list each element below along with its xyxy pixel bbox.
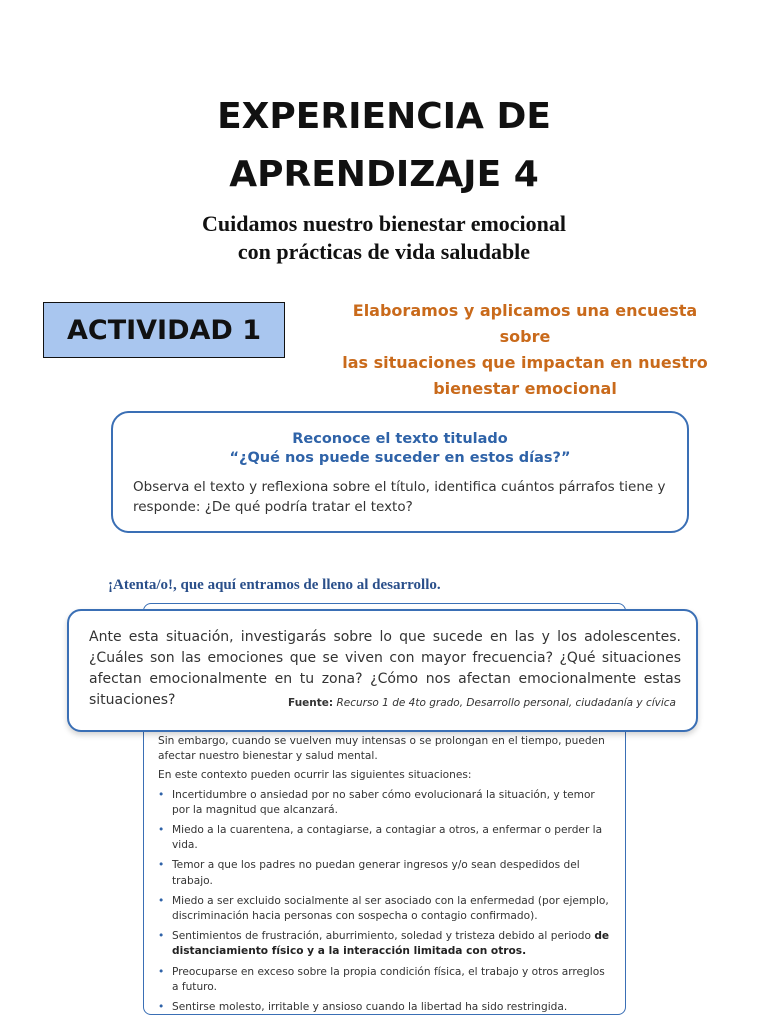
activity-description-line-1: Elaboramos y aplicamos una encuesta sobre bbox=[352, 301, 698, 346]
list-item bbox=[158, 894, 613, 924]
reconoce-body: Observa el texto y reflexiona sobre el título, identifica cuántos párrafos tiene y responde: ¿De qué podría tratar el texto? bbox=[133, 479, 666, 515]
page-title bbox=[0, 88, 768, 204]
source-label: Fuente: bbox=[288, 697, 334, 709]
activity-description bbox=[325, 298, 725, 402]
reconoce-heading-line-2: “¿Qué nos puede suceder en estos días?” bbox=[229, 450, 571, 466]
source-citation bbox=[288, 697, 676, 709]
reconoce-box bbox=[111, 411, 689, 533]
bullet-icon: • bbox=[158, 859, 165, 872]
title-line-2: APRENDIZAJE 4 bbox=[229, 154, 539, 195]
bullet-icon: • bbox=[158, 965, 165, 978]
document-paragraph-2: En este contexto pueden ocurrir las siguientes situaciones: bbox=[158, 769, 472, 782]
activity-label: ACTIVIDAD 1 bbox=[66, 314, 262, 346]
list-item bbox=[158, 823, 613, 853]
reconoce-heading-line-1: Reconoce el texto titulado bbox=[292, 431, 508, 447]
list-item-text: Miedo a ser excluido socialmente al ser asociado con la enfermedad (por ejemplo, discriminación hacia personas con sospecha o contagio confirmado). bbox=[172, 894, 609, 923]
bullet-icon: • bbox=[158, 1001, 165, 1014]
list-item bbox=[158, 858, 613, 888]
investigation-prompt-box bbox=[67, 609, 698, 732]
list-item-text: Sentirse molesto, irritable y ansioso cuando la libertad ha sido restringida. bbox=[172, 1001, 568, 1014]
document-paragraph-1: Sin embargo, cuando se vuelven muy intensas o se prolongan en el tiempo, pueden afectar nuestro bienestar y salud mental. bbox=[158, 735, 605, 763]
list-item-bold-text: de distanciamiento físico y a la interacción limitada con otros. bbox=[172, 930, 610, 958]
bullet-icon: • bbox=[158, 824, 165, 837]
subtitle-line-2: con prácticas de vida saludable bbox=[237, 239, 531, 264]
activity-description-line-2: las situaciones que impactan en nuestro bbox=[342, 353, 708, 372]
list-item-text: Incertidumbre o ansiedad por no saber cómo evolucionará la situación, y temor por la magnitud que alcanzará. bbox=[172, 788, 595, 816]
list-item-text: Sentimientos de frustración, aburrimiento, soledad y tristeza debido al periodo bbox=[172, 930, 591, 943]
list-item bbox=[158, 788, 613, 818]
subtitle-line-1: Cuidamos nuestro bienestar emocional bbox=[201, 211, 567, 236]
situations-list bbox=[158, 788, 613, 1016]
list-item bbox=[158, 965, 613, 995]
page-subtitle bbox=[0, 210, 768, 266]
bullet-icon: • bbox=[158, 894, 165, 907]
reconoce-heading bbox=[113, 430, 687, 468]
list-item-text: Temor a que los padres no puedan generar ingresos y/o sean despedidos del trabajo. bbox=[172, 859, 580, 887]
list-item-text: Miedo a la cuarentena, a contagiarse, a contagiar a otros, a enfermar o perder la vida. bbox=[172, 824, 603, 852]
title-line-1: EXPERIENCIA DE bbox=[217, 96, 551, 137]
activity-label-box bbox=[43, 302, 285, 358]
investigation-prompt-text: Ante esta situación, investigarás sobre lo que sucede en las y los adolescentes. ¿Cuáles son las emociones que se viven con mayor frecuencia? ¿Qué situaciones afectan emocionalmente en tu zona? ¿Cómo nos afectan emocionalmente estas situaciones? bbox=[89, 629, 681, 708]
list-item bbox=[158, 929, 613, 959]
source-text: Recurso 1 de 4to grado, Desarrollo personal, ciudadanía y cívica bbox=[336, 697, 676, 709]
list-item-text: Preocuparse en exceso sobre la propia condición física, el trabajo y otros arreglos a futuro. bbox=[172, 965, 605, 993]
atenta-note: ¡Atenta/o!, que aquí entramos de lleno al desarrollo. bbox=[108, 577, 441, 593]
list-item bbox=[158, 1000, 613, 1015]
document-content bbox=[158, 734, 613, 1020]
bullet-icon: • bbox=[158, 930, 165, 943]
bullet-icon: • bbox=[158, 788, 165, 801]
activity-description-line-3: bienestar emocional bbox=[433, 379, 617, 398]
